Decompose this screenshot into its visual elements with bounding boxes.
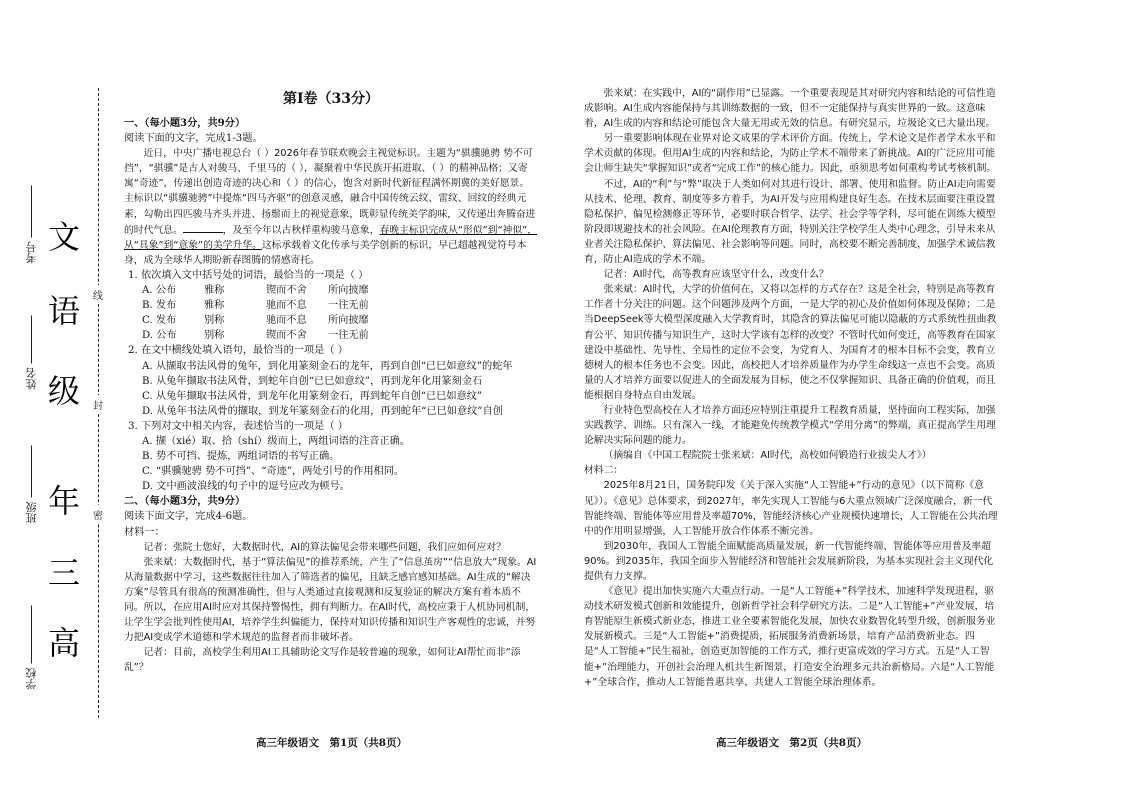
cut-mark-feng: 封 — [93, 395, 103, 414]
opt-word: 驰而不息 — [266, 300, 307, 312]
material-2-label: 材料二： — [584, 465, 624, 477]
passage-1-ending: 这标承载着文化传承与美学创新的标识，早已超越视觉符号本身，成为全球华人期盼新春图腾的情感寄托。 — [124, 239, 527, 266]
opt-word: A. 公布 — [142, 285, 177, 297]
paragraph: 到2030年，我国人工智能全面赋能高质量发展，新一代智能终端、智能体等应用普及率超90%。到2035年，我国全面步入智能经济和智能社会发展新阶段，为基本实现社会主义现代化提供有力支撑。 — [584, 540, 994, 582]
q2-option-d[interactable]: D. 从兔年书法风骨的撷取，到龙年篆刻金石的化用，再到蛇年“已巳如意纹”自创 — [142, 405, 503, 417]
title-char-yu: 语 — [48, 292, 81, 330]
q2-option-a[interactable]: A. 从撷取书法风骨的兔年，到化用篆刻金石的龙年，再到自创“已巳如意纹”的蛇年 — [142, 360, 513, 372]
interview-answer: 张来斌：大数据时代，基于“算法偏见”的推荐系统，产生了“信息茧房”“信息放大”现象。AI从海量数据中学习，这些数据往往加入了筛选者的偏见，且缺乏感官感知基础。AI生成的“解决方案”尽管具有很高的预测准确性，但与人类通过直接观测和反复验证的解决方案有着本质不同。所以，在应用AI时应对其保持警惕性，拥有判断力。在AI时代，高校应秉于人机协同机制，让学生学会批判性使用AI，培养学生纠偏能力，保持对知识传播和知识生产客观性的忠诚，并努力把AI变成学术道德和学术规范的监督者而非破坏者。 — [124, 556, 537, 644]
q3-option-c[interactable]: C. “骐骥驰骋 势不可挡”、“奇迹”，两处引号的作用相同。 — [142, 466, 405, 478]
name-field — [26, 316, 37, 390]
paragraph: 《意见》提出加快实施六大重点行动。一是“人工智能+”科学技术，加速科学发现进程，驱动技术研发模式创新和效能提升，创新哲学社会科学研究方法。二是“人工智能+”产业发展，培育智能原生新模式新业态，推进工业全要素智能化发展，加快农业数智化转型升级，创新服务业发展新模式。三是“人工智能+”消费提质，拓展服务消费新场景，培育产品消费新业态。四是“人工智能+”民生福祉，创造更加智能的工作方式，推行更富成效的学习方式。五是“人工智能+”治理能力，开创社会治理人机共生新图景，打造安全治理多元共治新格局。六是“人工智能+”全球合作，推动人工智能普惠共享，共建人工智能全球治理体系。 — [584, 586, 996, 688]
source-note: （摘编自《中国工程院院士张来斌：AI时代，高校如何锻造行业拔尖人才》） — [603, 450, 932, 462]
page-2 — [584, 86, 998, 690]
paragraph: 张来斌：在实践中，AI的“副作用”已显露。一个重要表现是其对研究内容和结论的可信性造成影响。AI生成内容能保持与其训练数据的一致，但不一定能保持与真实世界的一致。这意味着，AI生成的内容和结论可能包含大量无用或无效的信息。有研究显示，垃圾论文已大量出现。 — [584, 88, 996, 130]
page-2-footer: 高三年级语文 第2页（共8页） — [716, 737, 868, 749]
opt-word: 一往无前 — [328, 300, 369, 312]
title-char-nian: 年 — [48, 482, 81, 520]
q1-option-c[interactable] — [124, 313, 538, 328]
q1-option-b[interactable] — [124, 298, 538, 313]
interview-question: 记者：张院士您好，大数据时代，AI的算法偏见会带来哪些问题，我们应如何应对？ — [143, 541, 506, 553]
opt-word: 雅称 — [204, 300, 225, 312]
opt-word: D. 公布 — [142, 330, 177, 342]
answer-blank — [183, 222, 223, 233]
opt-word: 别称 — [204, 330, 225, 342]
material-1-label: 材料一： — [124, 526, 165, 538]
opt-word: 锲而不舍 — [266, 285, 307, 297]
paragraph: 张来斌：AI时代，大学的价值何在，又将以怎样的方式存在？这是全社会，特别是高等教育工作者十分关注的问题。这个问题涉及两个方面，一是大学的初心及价值如何体现及保障；二是当DeepSeek等大模型深度融入大学教育时，其隐含的算法偏见可能以隐蔽的方式系统性扭曲教育公平、知识传播与知识生产，这时大学该有怎样的改变？不管时代如何变迁，高等教育在国家建设中基础性、先导性、全局性的定位不会变，为党育人、为国育才的根本目标不会变，教育立德树人的根本任务也不会变。因此，高校把人才培养质量作为办学生命线这一点也不会变。高质量的人才培养方面要以促进人的全面发展为目标，使之不仅掌握知识、具备正确的价值观，而且能根据自身特点自由发展。 — [584, 284, 997, 401]
opt-word: 别称 — [204, 315, 225, 327]
paragraph: 另一重要影响体现在业界对论文成果的学术评价方面。传统上，学术论文是作者学术水平和学术贡献的体现。但用AI生成的内容和结论，为防止学术不端带来了新挑战。AI的广泛应用可能会让师生缺失“掌握知识”或者“完成工作”的核心能力。因此，亟须思考如何重构考试考核机制。 — [584, 133, 997, 175]
q1-option-a[interactable] — [124, 283, 538, 298]
question-2: 2. 在文中横线处填入语句，最恰当的一项是（ ） — [128, 345, 348, 357]
paragraph: 不过，AI的“利”与“弊”取决于人类如何对其进行设计、部署、使用和监督。防止AI走向需要从技术、伦理、教育、制度等多方着手，为AI开发与应用构建良好生态。在技术层面要注重设置隐私保护、偏见检测修正等环节，必要时联合哲学、法学、社会学等学科，尽可能在训练大模型阶段即规避技术的社会风险。在AI伦理教育方面，特别关注学校学生人类中心理念，引导未来从业者关注隐私保护、算法偏见、社会影响等问题。同时，高校要不断完善制度，加强学术诚信教育，防止AI造成的学术不端。 — [584, 178, 996, 266]
title-char-wen: 文 — [48, 218, 81, 256]
q3-option-b[interactable]: B. 势不可挡、提炼，两组词语的书写正确。 — [142, 451, 340, 463]
section-2-intro: 阅读下面文字，完成4-6题。 — [124, 511, 253, 523]
q1-option-d[interactable] — [124, 328, 538, 343]
cut-mark-mi: 密 — [93, 505, 103, 524]
passage-1-body: 近日，中央广播电视总台（ ）2026年春节联欢晚会主视觉标识。主题为“骐骥驰骋 势不可挡”，“骐骥”是古人对骏马、千里马的（ ），凝聚着中华民族开拓进取、（ ）的精神品格；又寄寓“奇迹”，传递出创造奇迹的决心和（ ）的信心，饱含对新时代新征程满怀期冀的美好愿景。主标识以“骐骥驰骋”中提炼“四马齐驱”的创意灵感，融合中国传统云纹、雷纹、回纹的经典元素，勾勒出四匹骏马齐头并进、扬鬃而上的视觉意象，既彰显传统美学韵味，又传递出奔腾奋进的时代气息。 — [124, 148, 536, 236]
opt-word: 所向披靡 — [328, 285, 369, 297]
name-label: 姓名 — [25, 367, 38, 390]
school-label: 学校 — [25, 667, 38, 690]
school-field — [26, 606, 37, 690]
q2-option-c[interactable]: C. 从兔年撷取书法风骨，到龙年化用篆刻金石，再到蛇年自创“已巳如意纹” — [142, 390, 483, 402]
section-1-intro: 阅读下面的文字，完成1-3题。 — [124, 133, 263, 145]
question-3: 3. 下列对文中相关内容，表述恰当的一项是（ ） — [128, 420, 348, 432]
section-1-title: 一、（每小题3分，共9分） — [124, 117, 246, 129]
opt-word: 驰而不息 — [266, 315, 307, 327]
q2-option-b[interactable]: B. 从兔年撷取书法风骨，到蛇年自创“已巳如意纹”，再到龙年化用篆刻金石 — [142, 375, 483, 387]
volume-heading: 第Ⅰ卷（33分） — [282, 91, 380, 107]
number-label: 考号 — [25, 241, 38, 264]
page-1-footer: 高三年级语文 第1页（共8页） — [256, 737, 408, 749]
class-label: 班级 — [25, 501, 38, 524]
wavy-underlined-sentence: 春晚主标识完成从“形似”到“神似”，从“具象”到“意象”的美学升华。 — [124, 224, 537, 251]
paragraph: 记者：AI时代，高等教育应该坚守什么，改变什么？ — [603, 269, 829, 281]
cut-mark-xian: 线 — [93, 285, 103, 304]
q3-option-a[interactable]: A. 撷（xié）取、拾（shí）级而上，两组词语的注音正确。 — [142, 435, 411, 447]
class-field — [26, 446, 37, 524]
opt-word: C. 发布 — [142, 315, 177, 327]
interview-question: 记者：目前，高校学生利用AI工具辅助论文写作是较普遍的现象，如何让AI帮忙而非“添乱”？ — [124, 647, 521, 674]
opt-word: 一往无前 — [328, 330, 369, 342]
title-char-ji: 级 — [48, 372, 81, 410]
page-1 — [124, 88, 538, 675]
section-2-title: 二、（每小题3分，共9分） — [124, 495, 246, 508]
paragraph: 行业特色型高校在人才培养方面还应特别注重提升工程教育质量，坚持面向工程实际，加强实践教学、训练。只有深入一线，才能避免传统教学模式“学用分离”的弊端，真正提高学生用理论解决实际问题的能力。 — [584, 404, 996, 447]
question-1: 1. 依次填入文中括号处的词语，最恰当的一项是（ ） — [128, 269, 369, 281]
title-char-san: 三 — [48, 554, 81, 592]
number-field — [26, 186, 37, 264]
opt-word: 雅称 — [204, 285, 225, 297]
q3-option-d[interactable]: D. 文中画波浪线的句子中的逗号应改为顿号。 — [142, 481, 350, 493]
title-char-gao: 高 — [48, 624, 81, 662]
opt-word: 锲而不舍 — [266, 330, 307, 342]
passage-1-continuation: ，及至今年以古秋样重构骏马意象， — [222, 224, 380, 236]
passage-1-paragraph — [124, 146, 538, 268]
opt-word: 所向披靡 — [328, 315, 369, 327]
opt-word: B. 发布 — [142, 300, 177, 312]
paragraph: 2025年8月21日，国务院印发《关于深入实施“人工智能+”行动的意见》（以下简称《意见》）。《意见》总体要求，到2027年，率先实现人工智能与6大重点领域广泛深度融合，新一代智能终端、智能体等应用普及率超70%，智能经济核心产业规模快速增长，人工智能在公共治理中的作用明显增强，人工智能开放合作体系不断完善。 — [584, 480, 998, 537]
